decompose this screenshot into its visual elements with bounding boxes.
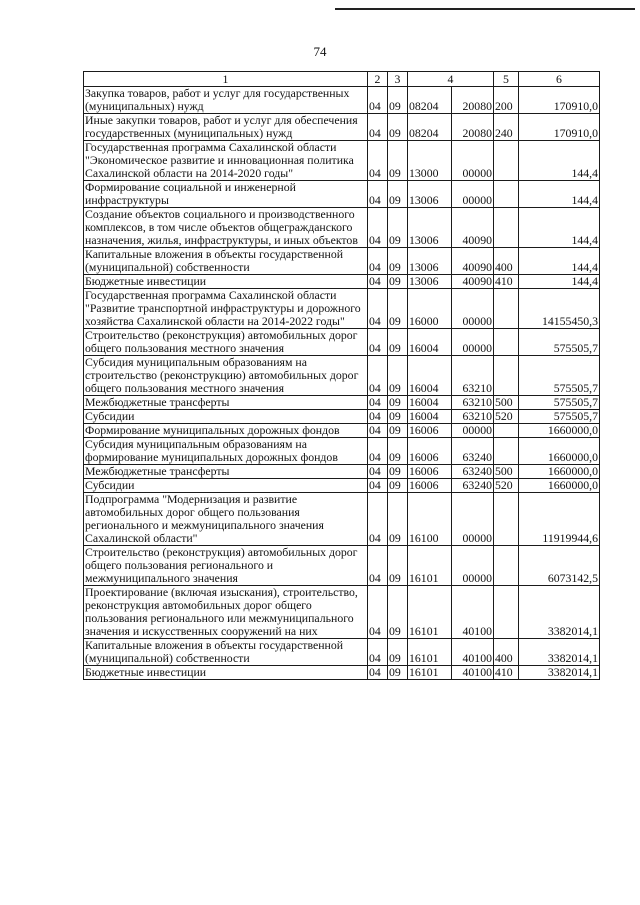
table-row — [84, 410, 600, 424]
direction-code: 63210 — [452, 410, 494, 424]
program-code: 16006 — [408, 465, 452, 479]
table-row — [84, 289, 600, 329]
section-code: 04 — [368, 546, 388, 586]
program-code: 16004 — [408, 396, 452, 410]
table-body — [84, 87, 600, 680]
section-code: 04 — [368, 396, 388, 410]
section-code: 04 — [368, 208, 388, 248]
page-number: 74 — [313, 44, 327, 59]
subsection-code: 09 — [388, 87, 408, 114]
direction-code: 40090 — [452, 275, 494, 289]
section-code: 04 — [368, 493, 388, 546]
amount: 144,4 — [519, 181, 600, 208]
row-name: Субсидии — [84, 410, 368, 424]
amount: 11919944,6 — [519, 493, 600, 546]
table-row — [84, 356, 600, 396]
subsection-code: 09 — [388, 114, 408, 141]
section-code: 04 — [368, 479, 388, 493]
amount: 144,4 — [519, 141, 600, 181]
expense-type-code — [494, 289, 519, 329]
program-code: 08204 — [408, 87, 452, 114]
section-code: 04 — [368, 586, 388, 639]
amount: 1660000,0 — [519, 479, 600, 493]
direction-code: 40100 — [452, 666, 494, 680]
section-code: 04 — [368, 465, 388, 479]
program-code: 13006 — [408, 208, 452, 248]
expense-type-code — [494, 141, 519, 181]
row-name: Капитальные вложения в объекты государственной (муниципальной) собственности — [84, 248, 368, 275]
direction-code: 40100 — [452, 586, 494, 639]
direction-code: 40090 — [452, 208, 494, 248]
subsection-code: 09 — [388, 639, 408, 666]
expense-type-code: 520 — [494, 410, 519, 424]
direction-code: 00000 — [452, 546, 494, 586]
program-code: 16006 — [408, 424, 452, 438]
expense-type-code: 500 — [494, 465, 519, 479]
expense-type-code — [494, 546, 519, 586]
amount: 575505,7 — [519, 356, 600, 396]
section-code: 04 — [368, 248, 388, 275]
section-code: 04 — [368, 438, 388, 465]
row-name: Строительство (реконструкция) автомобильных дорог общего пользования местного значения — [84, 329, 368, 356]
program-code: 16100 — [408, 493, 452, 546]
program-code: 13006 — [408, 275, 452, 289]
expense-type-code — [494, 424, 519, 438]
table-row — [84, 396, 600, 410]
row-name: Капитальные вложения в объекты государственной (муниципальной) собственности — [84, 639, 368, 666]
table-row — [84, 479, 600, 493]
section-code: 04 — [368, 329, 388, 356]
table-row — [84, 493, 600, 546]
direction-code: 20080 — [452, 87, 494, 114]
row-name: Государственная программа Сахалинской области "Экономическое развитие и инновационная политика Сахалинской области на 2014-2020 годы" — [84, 141, 368, 181]
table-row — [84, 424, 600, 438]
direction-code: 63240 — [452, 479, 494, 493]
amount: 1660000,0 — [519, 465, 600, 479]
subsection-code: 09 — [388, 493, 408, 546]
budget-table — [83, 71, 600, 680]
program-code: 16004 — [408, 410, 452, 424]
expense-type-code: 240 — [494, 114, 519, 141]
section-code: 04 — [368, 141, 388, 181]
table-row — [84, 639, 600, 666]
direction-code: 63240 — [452, 438, 494, 465]
table-row — [84, 586, 600, 639]
table-row — [84, 465, 600, 479]
amount: 6073142,5 — [519, 546, 600, 586]
row-name: Создание объектов социального и производственного комплексов, в том числе объектов общегражданского назначения, жилья, инфраструктуры, и иных объектов — [84, 208, 368, 248]
amount: 3382014,1 — [519, 639, 600, 666]
subsection-code: 09 — [388, 586, 408, 639]
program-code: 16101 — [408, 586, 452, 639]
header-col-1: 1 — [84, 72, 368, 87]
program-code: 16004 — [408, 329, 452, 356]
expense-type-code: 410 — [494, 666, 519, 680]
direction-code: 00000 — [452, 141, 494, 181]
program-code: 16006 — [408, 479, 452, 493]
amount: 144,4 — [519, 275, 600, 289]
table-row — [84, 208, 600, 248]
subsection-code: 09 — [388, 424, 408, 438]
row-name: Бюджетные инвестиции — [84, 666, 368, 680]
subsection-code: 09 — [388, 546, 408, 586]
amount: 144,4 — [519, 248, 600, 275]
amount: 14155450,3 — [519, 289, 600, 329]
row-name: Формирование муниципальных дорожных фондов — [84, 424, 368, 438]
subsection-code: 09 — [388, 275, 408, 289]
row-name: Субсидия муниципальным образованиям на формирование муниципальных дорожных фондов — [84, 438, 368, 465]
table-row — [84, 87, 600, 114]
subsection-code: 09 — [388, 410, 408, 424]
section-code: 04 — [368, 410, 388, 424]
section-code: 04 — [368, 114, 388, 141]
amount: 1660000,0 — [519, 424, 600, 438]
program-code: 16000 — [408, 289, 452, 329]
subsection-code: 09 — [388, 208, 408, 248]
section-code: 04 — [368, 87, 388, 114]
expense-type-code — [494, 438, 519, 465]
expense-type-code: 520 — [494, 479, 519, 493]
direction-code: 00000 — [452, 424, 494, 438]
section-code: 04 — [368, 639, 388, 666]
table-row — [84, 275, 600, 289]
section-code: 04 — [368, 666, 388, 680]
row-name: Субсидия муниципальным образованиям на строительство (реконструкцию) автомобильных дорог общего пользования местного значения — [84, 356, 368, 396]
subsection-code: 09 — [388, 181, 408, 208]
table-row — [84, 141, 600, 181]
direction-code: 20080 — [452, 114, 494, 141]
top-rule — [335, 8, 635, 10]
section-code: 04 — [368, 424, 388, 438]
section-code: 04 — [368, 181, 388, 208]
expense-type-code — [494, 586, 519, 639]
amount: 170910,0 — [519, 87, 600, 114]
amount: 575505,7 — [519, 396, 600, 410]
subsection-code: 09 — [388, 438, 408, 465]
program-code: 13006 — [408, 181, 452, 208]
table-row — [84, 114, 600, 141]
amount: 575505,7 — [519, 329, 600, 356]
amount: 170910,0 — [519, 114, 600, 141]
direction-code: 00000 — [452, 493, 494, 546]
direction-code: 00000 — [452, 181, 494, 208]
row-name: Формирование социальной и инженерной инфраструктуры — [84, 181, 368, 208]
expense-type-code — [494, 329, 519, 356]
section-code: 04 — [368, 356, 388, 396]
table-row — [84, 248, 600, 275]
table-row — [84, 438, 600, 465]
amount: 3382014,1 — [519, 586, 600, 639]
direction-code: 40100 — [452, 639, 494, 666]
direction-code: 00000 — [452, 289, 494, 329]
program-code: 16101 — [408, 666, 452, 680]
expense-type-code: 400 — [494, 248, 519, 275]
expense-type-code — [494, 356, 519, 396]
expense-type-code: 400 — [494, 639, 519, 666]
direction-code: 40090 — [452, 248, 494, 275]
table-row — [84, 546, 600, 586]
row-name: Иные закупки товаров, работ и услуг для обеспечения государственных (муниципальных) нужд — [84, 114, 368, 141]
table-row — [84, 666, 600, 680]
subsection-code: 09 — [388, 479, 408, 493]
subsection-code: 09 — [388, 396, 408, 410]
amount: 1660000,0 — [519, 438, 600, 465]
direction-code: 63210 — [452, 396, 494, 410]
expense-type-code — [494, 181, 519, 208]
subsection-code: 09 — [388, 465, 408, 479]
header-col-2: 2 — [368, 72, 388, 87]
header-col-5: 5 — [494, 72, 519, 87]
subsection-code: 09 — [388, 329, 408, 356]
program-code: 08204 — [408, 114, 452, 141]
subsection-code: 09 — [388, 356, 408, 396]
row-name: Проектирование (включая изыскания), строительство, реконструкция автомобильных дорог общего пользования регионального или межмуниципального значения и искусственных сооружений на них — [84, 586, 368, 639]
table-row — [84, 329, 600, 356]
direction-code: 00000 — [452, 329, 494, 356]
row-name: Межбюджетные трансферты — [84, 465, 368, 479]
program-code: 16006 — [408, 438, 452, 465]
program-code: 13006 — [408, 248, 452, 275]
subsection-code: 09 — [388, 248, 408, 275]
expense-type-code: 410 — [494, 275, 519, 289]
section-code: 04 — [368, 289, 388, 329]
amount: 575505,7 — [519, 410, 600, 424]
subsection-code: 09 — [388, 289, 408, 329]
section-code: 04 — [368, 275, 388, 289]
row-name: Государственная программа Сахалинской области "Развитие транспортной инфраструктуры и дорожного хозяйства Сахалинской области на 2014-2022 годы" — [84, 289, 368, 329]
row-name: Закупка товаров, работ и услуг для государственных (муниципальных) нужд — [84, 87, 368, 114]
header-row — [84, 72, 600, 87]
direction-code: 63240 — [452, 465, 494, 479]
row-name: Межбюджетные трансферты — [84, 396, 368, 410]
expense-type-code — [494, 208, 519, 248]
subsection-code: 09 — [388, 666, 408, 680]
row-name: Бюджетные инвестиции — [84, 275, 368, 289]
program-code: 16101 — [408, 546, 452, 586]
program-code: 13000 — [408, 141, 452, 181]
direction-code: 63210 — [452, 356, 494, 396]
header-col-4: 4 — [408, 72, 494, 87]
amount: 144,4 — [519, 208, 600, 248]
subsection-code: 09 — [388, 141, 408, 181]
row-name: Строительство (реконструкция) автомобильных дорог общего пользования регионального и межмуниципального значения — [84, 546, 368, 586]
program-code: 16004 — [408, 356, 452, 396]
header-col-3: 3 — [388, 72, 408, 87]
program-code: 16101 — [408, 639, 452, 666]
table-row — [84, 181, 600, 208]
row-name: Субсидии — [84, 479, 368, 493]
amount: 3382014,1 — [519, 666, 600, 680]
row-name: Подпрограмма "Модернизация и развитие автомобильных дорог общего пользования регионального и межмуниципального значения Сахалинской области" — [84, 493, 368, 546]
expense-type-code — [494, 493, 519, 546]
header-col-6: 6 — [519, 72, 600, 87]
expense-type-code: 200 — [494, 87, 519, 114]
expense-type-code: 500 — [494, 396, 519, 410]
